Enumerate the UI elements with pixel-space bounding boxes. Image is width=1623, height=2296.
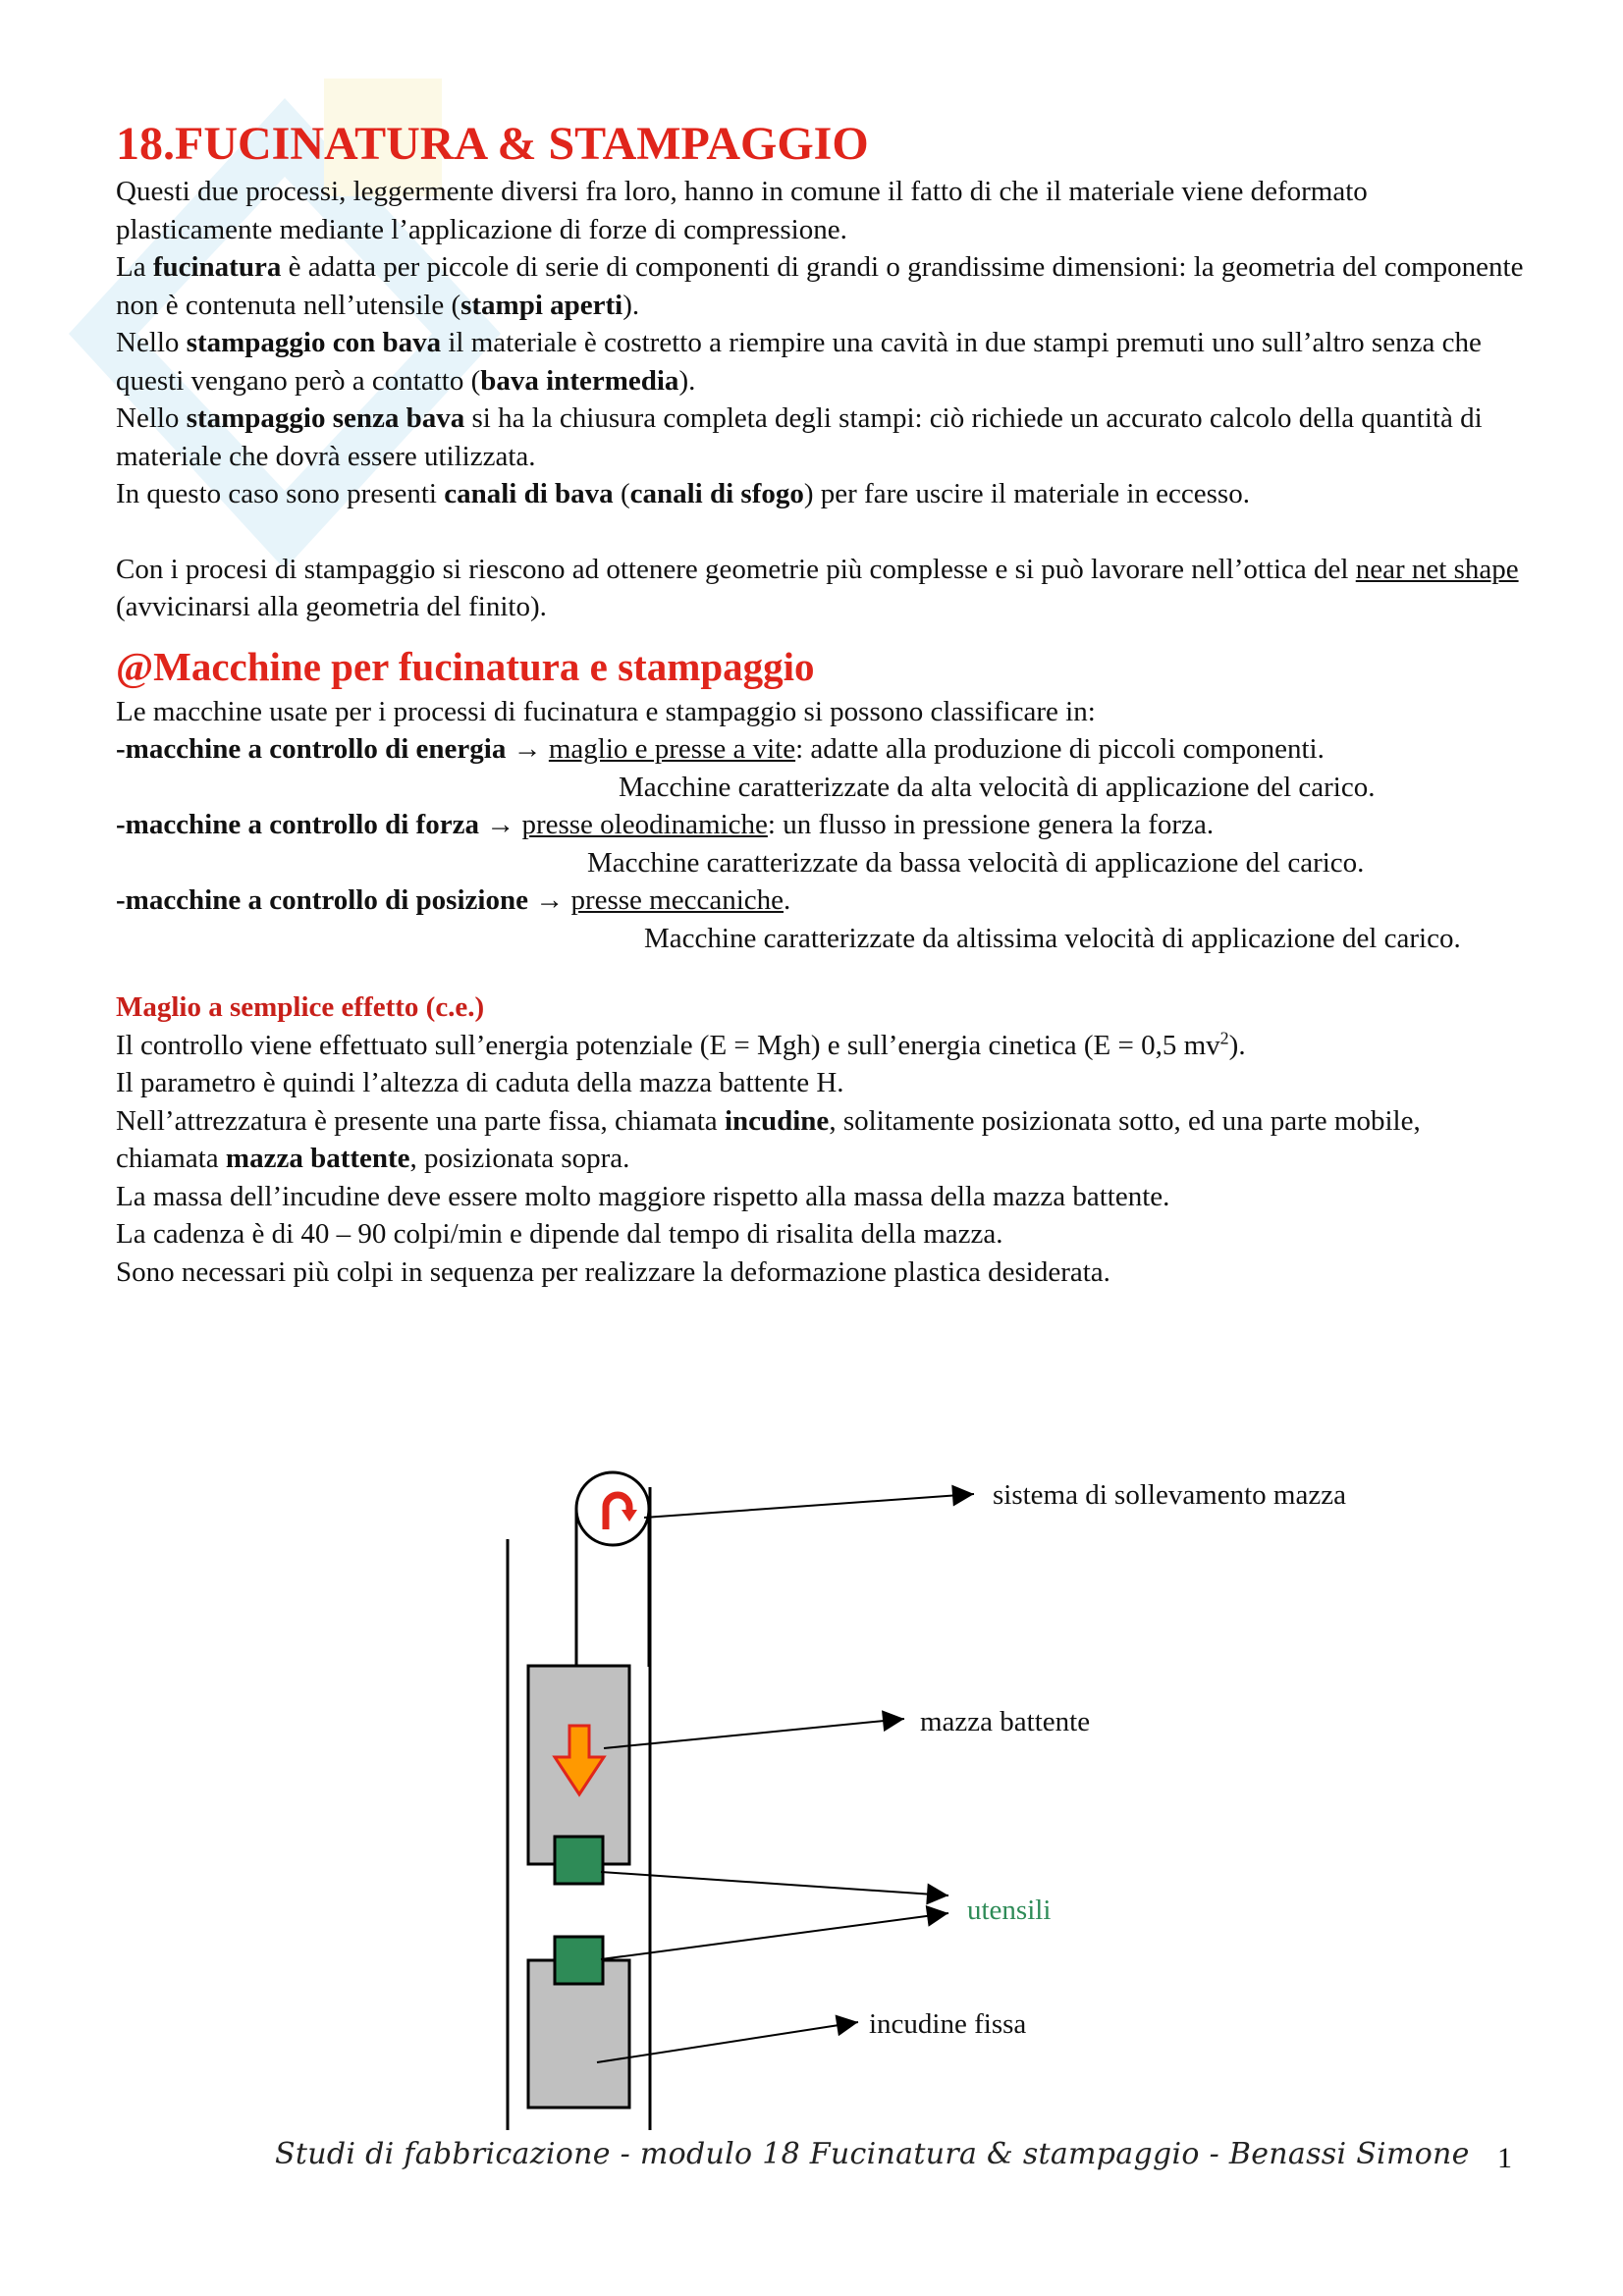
machine-energy: -macchine a controllo di energia → maglio e presse a vite: adatte alla produzione di piccoli componenti. (116, 733, 1325, 765)
machine-force-detail: Macchine caratterizzate da bassa velocità di applicazione del carico. (587, 846, 1365, 879)
intro-paragraph-4: Nello stampaggio senza bava si ha la chiusura completa degli stampi: ciò richiede un accurato calcolo della quantità di materiale che dovrà essere utilizzata. (116, 402, 1483, 472)
label-lift-system: sistema di sollevamento mazza (993, 1479, 1346, 1511)
machine-force: -macchine a controllo di forza → presse oleodinamiche: un flusso in pressione genera la forza. (116, 809, 1215, 840)
machine-energy-detail: Macchine caratterizzate da alta velocità di applicazione del carico. (619, 771, 1376, 803)
maglio-line-3: Nell’attrezzatura è presente una parte fissa, chiamata incudine, solitamente posizionata sotto, ed una parte mobile, chiamata mazza battente, posizionata sopra. (116, 1104, 1421, 1174)
machine-position: -macchine a controllo di posizione → presse meccaniche. (116, 884, 791, 916)
page-number: 1 (1497, 2142, 1512, 2174)
maglio-line-4: La massa dell’incudine deve essere molto maggiore rispetto alla massa della mazza battente. (116, 1180, 1170, 1212)
maglio-line-1: Il controllo viene effettuato sull’energia potenziale (E = Mgh) e sull’energia cinetica (E = 0,5 $mv^2$). (116, 1027, 1246, 1061)
label-tools: utensili (967, 1895, 1052, 1926)
page-title: 18.FUCINATURA & STAMPAGGIO (116, 118, 869, 170)
label-anvil: incudine fissa (869, 2008, 1027, 2040)
section-title: @Macchine per fucinatura e stampaggio (116, 643, 815, 689)
leader-tools-lower (601, 1913, 948, 1959)
intro-paragraph-6: Con i procesi di stampaggio si riescono ad ottenere geometrie più complesse e si può lavorare nell’ottica del near net shape (avvicinarsi alla geometria del finito). (116, 553, 1519, 622)
pulley (576, 1472, 649, 1545)
maglio-line-2: Il parametro è quindi l’altezza di caduta della mazza battente H. (116, 1067, 844, 1098)
label-ram: mazza battente (920, 1706, 1091, 1737)
section-lead: Le macchine usate per i processi di fucinatura e stampaggio si possono classificare in: (116, 695, 1096, 727)
maglio-line-6: Sono necessari più colpi in sequenza per realizzare la deformazione plastica desiderata. (116, 1255, 1110, 1288)
leader-tools-upper (601, 1872, 948, 1896)
leader-lift (644, 1494, 974, 1518)
maglio-line-5: La cadenza è di 40 – 90 colpi/min e dipende dal tempo di risalita della mazza. (116, 1218, 1003, 1250)
intro-paragraph-3: Nello stampaggio con bava il materiale è costretto a riempire una cavità in due stampi premuti uno sull’altro senza che questi vengano però a contatto (bava intermedia). (116, 327, 1482, 397)
leader-anvil (597, 2022, 858, 2062)
lower-tool (555, 1937, 603, 1984)
upper-tool (555, 1837, 603, 1884)
intro-paragraph-5: In questo caso sono presenti canali di bava (canali di sfogo) per fare uscire il materiale in eccesso. (116, 478, 1250, 509)
intro-paragraph-1: Questi due processi, leggermente diversi fra loro, hanno in comune il fatto di che il materiale viene deformato plasticamente mediante l’applicazione di forze di compressione. (116, 176, 1368, 245)
maglio-title: Maglio a semplice effetto (c.e.) (116, 991, 485, 1023)
intro-paragraph-2: La fucinatura è adatta per piccole di serie di componenti di grandi o grandissime dimensioni: la geometria del componente non è contenuta nell’utensile (stampi aperti). (116, 251, 1524, 321)
machine-position-detail: Macchine caratterizzate da altissima velocità di applicazione del carico. (644, 922, 1461, 954)
page-footer: Studi di fabbricazione - modulo 18 Fucinatura & stampaggio - Benassi Simone (275, 2137, 1470, 2171)
